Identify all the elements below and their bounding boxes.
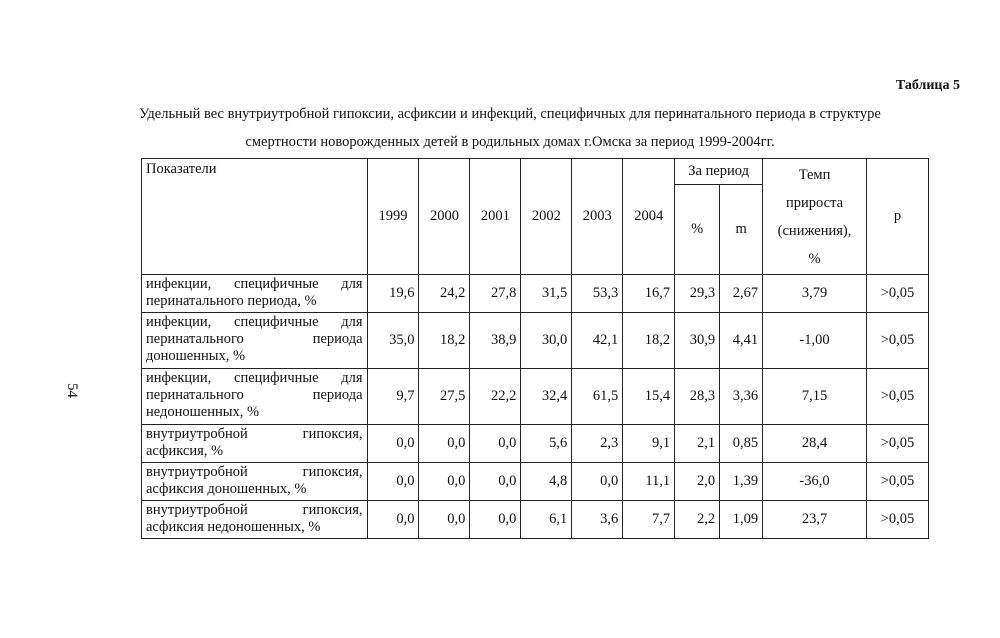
header-period: За период <box>675 159 763 185</box>
cell-value: 9,1 <box>623 425 675 463</box>
cell-value: 0,0 <box>470 425 521 463</box>
row-label: инфекции, специфичные для перинатального периода, % <box>142 275 368 313</box>
row-label: внутриутробной гипоксия, асфиксия доношенных, % <box>142 463 368 501</box>
cell-value: 31,5 <box>521 275 572 313</box>
cell-value: 3,6 <box>572 501 623 539</box>
cell-p: >0,05 <box>866 425 928 463</box>
cell-value: 42,1 <box>572 313 623 369</box>
cell-value: 0,0 <box>367 501 419 539</box>
cell-percent: 2,1 <box>675 425 720 463</box>
cell-value: 4,8 <box>521 463 572 501</box>
cell-growth: 23,7 <box>763 501 867 539</box>
cell-percent: 2,2 <box>675 501 720 539</box>
cell-p: >0,05 <box>866 275 928 313</box>
cell-value: 5,6 <box>521 425 572 463</box>
row-label: внутриутробной гипоксия, асфиксия недоношенных, % <box>142 501 368 539</box>
header-growth-line-1: Темп <box>798 166 831 183</box>
cell-percent: 30,9 <box>675 313 720 369</box>
header-growth-line-3: (снижения), <box>777 222 852 239</box>
table-row <box>142 463 929 501</box>
cell-value: 53,3 <box>572 275 623 313</box>
row-label: инфекции, специфичные для перинатального периода недоношенных, % <box>142 369 368 425</box>
title-line-1: Удельный вес внутриутробной гипоксии, асфиксии и инфекций, специфичных для перинатального периода в структуре <box>139 106 881 122</box>
header-m: m <box>720 185 763 275</box>
cell-value: 19,6 <box>367 275 419 313</box>
table-row <box>142 275 929 313</box>
cell-m: 1,39 <box>720 463 763 501</box>
cell-p: >0,05 <box>866 463 928 501</box>
header-growth <box>763 159 867 275</box>
cell-value: 27,5 <box>419 369 470 425</box>
cell-p: >0,05 <box>866 369 928 425</box>
cell-m: 4,41 <box>720 313 763 369</box>
cell-m: 3,36 <box>720 369 763 425</box>
cell-value: 11,1 <box>623 463 675 501</box>
cell-growth: 7,15 <box>763 369 867 425</box>
header-year-2001: 2001 <box>470 159 521 275</box>
data-table <box>141 158 929 539</box>
header-year-2002: 2002 <box>521 159 572 275</box>
page-number: 54 <box>64 383 80 398</box>
cell-value: 2,3 <box>572 425 623 463</box>
header-year-2004: 2004 <box>623 159 675 275</box>
table-row <box>142 425 929 463</box>
cell-value: 18,2 <box>623 313 675 369</box>
header-percent: % <box>675 185 720 275</box>
cell-value: 16,7 <box>623 275 675 313</box>
cell-value: 0,0 <box>470 463 521 501</box>
cell-value: 38,9 <box>470 313 521 369</box>
cell-value: 0,0 <box>419 425 470 463</box>
cell-p: >0,05 <box>866 313 928 369</box>
cell-value: 35,0 <box>367 313 419 369</box>
cell-value: 30,0 <box>521 313 572 369</box>
cell-percent: 28,3 <box>675 369 720 425</box>
title-line-2: смертности новорожденных детей в родильных домах г.Омска за период 1999-2004гг. <box>245 134 775 150</box>
cell-m: 0,85 <box>720 425 763 463</box>
cell-value: 0,0 <box>367 463 419 501</box>
cell-growth: 3,79 <box>763 275 867 313</box>
header-year-2000: 2000 <box>419 159 470 275</box>
cell-growth: -36,0 <box>763 463 867 501</box>
cell-value: 15,4 <box>623 369 675 425</box>
cell-value: 61,5 <box>572 369 623 425</box>
header-year-2003: 2003 <box>572 159 623 275</box>
cell-value: 0,0 <box>367 425 419 463</box>
cell-value: 0,0 <box>419 463 470 501</box>
cell-value: 22,2 <box>470 369 521 425</box>
row-label: внутриутробной гипоксия, асфиксия, % <box>142 425 368 463</box>
header-p: р <box>866 159 928 275</box>
cell-value: 27,8 <box>470 275 521 313</box>
table-row <box>142 501 929 539</box>
table-title <box>60 100 960 156</box>
header-year-1999: 1999 <box>367 159 419 275</box>
cell-growth: 28,4 <box>763 425 867 463</box>
header-indicators: Показатели <box>142 159 368 275</box>
cell-m: 1,09 <box>720 501 763 539</box>
cell-value: 18,2 <box>419 313 470 369</box>
cell-value: 7,7 <box>623 501 675 539</box>
header-growth-line-2: прироста <box>786 194 844 211</box>
cell-value: 0,0 <box>572 463 623 501</box>
table-label: Таблица 5 <box>895 78 960 93</box>
cell-percent: 29,3 <box>675 275 720 313</box>
cell-value: 32,4 <box>521 369 572 425</box>
cell-value: 9,7 <box>367 369 419 425</box>
table-row <box>142 369 929 425</box>
cell-growth: -1,00 <box>763 313 867 369</box>
cell-value: 6,1 <box>521 501 572 539</box>
cell-value: 0,0 <box>470 501 521 539</box>
cell-percent: 2,0 <box>675 463 720 501</box>
table-row <box>142 313 929 369</box>
cell-value: 24,2 <box>419 275 470 313</box>
header-growth-line-4: % <box>808 250 821 267</box>
header-row-1 <box>142 159 929 185</box>
cell-m: 2,67 <box>720 275 763 313</box>
cell-value: 0,0 <box>419 501 470 539</box>
row-label: инфекции, специфичные для перинатального периода доношенных, % <box>142 313 368 369</box>
cell-p: >0,05 <box>866 501 928 539</box>
